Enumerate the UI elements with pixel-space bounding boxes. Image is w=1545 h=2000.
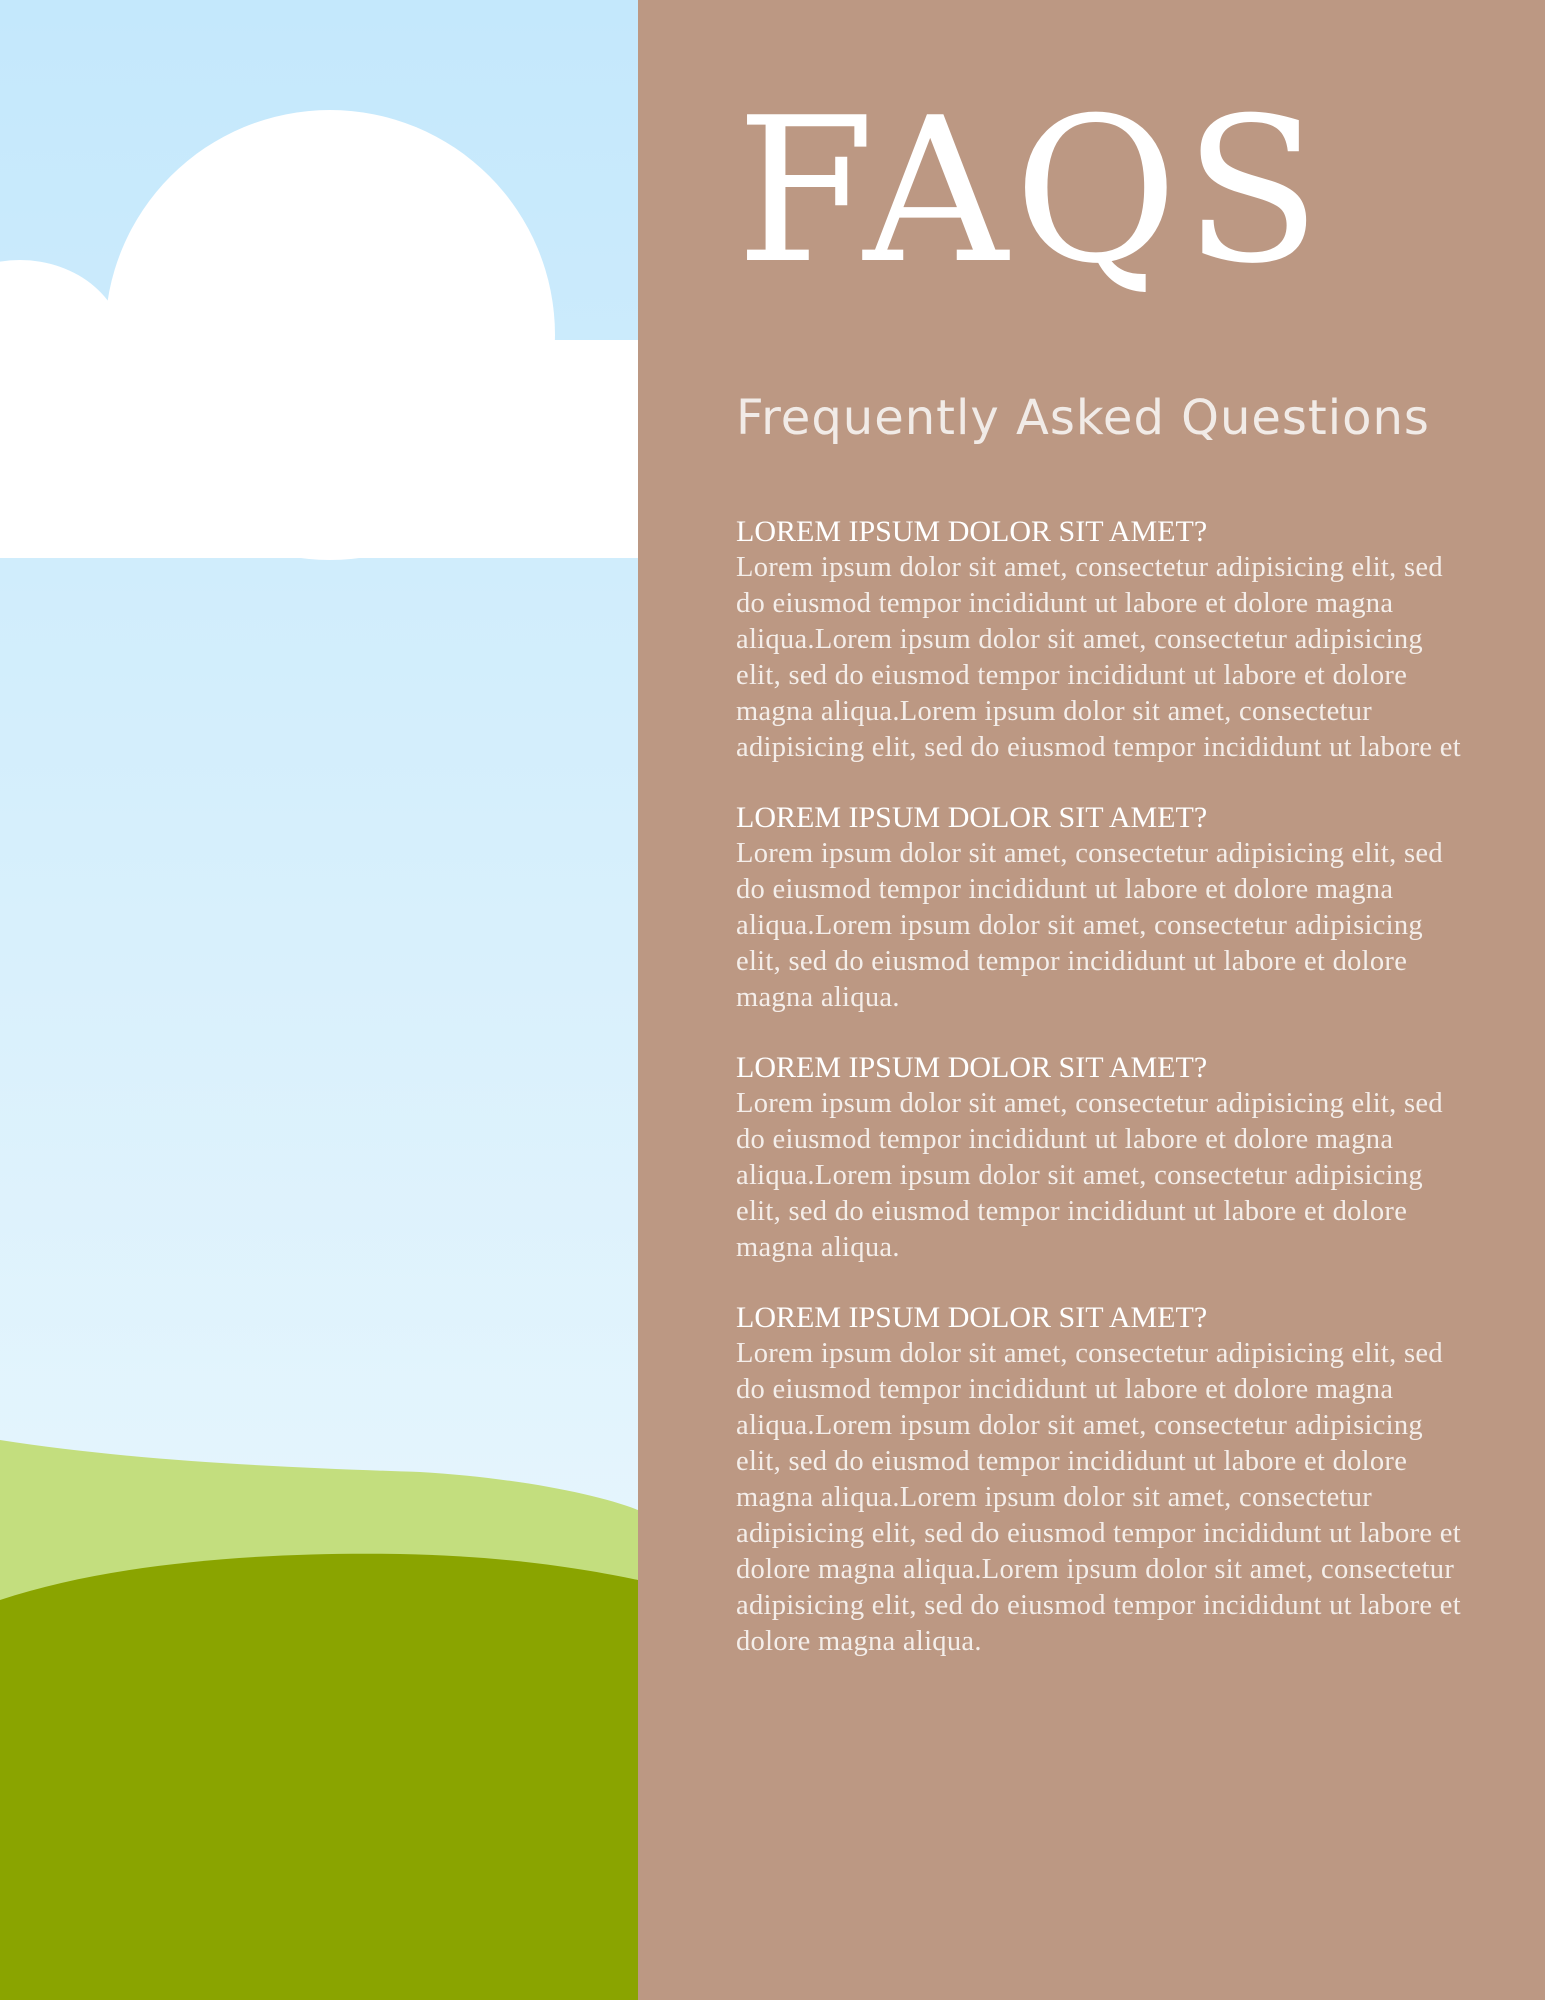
faq-item bbox=[736, 1050, 1466, 1266]
faq-question: LOREM IPSUM DOLOR SIT AMET? bbox=[736, 801, 1208, 834]
faq-answer: Lorem ipsum dolor sit amet, consectetur adipisicing elit, sed do eiusmod tempor incididunt ut labore et dolore magna aliqua.Lorem ipsum dolor sit amet, consectetur adipisicing elit, sed do eiusmod tempor incididunt ut labore et dolore magna aliqua. bbox=[736, 838, 1443, 1013]
page-subtitle: Frequently Asked Questions bbox=[736, 390, 1430, 446]
faq-question: LOREM IPSUM DOLOR SIT AMET? bbox=[736, 1051, 1208, 1084]
faq-answer: Lorem ipsum dolor sit amet, consectetur adipisicing elit, sed do eiusmod tempor incididunt ut labore et dolore magna aliqua.Lorem ipsum dolor sit amet, consectetur adipisicing elit, sed do eiusmod tempor incididunt ut labore et dolore magna aliqua.Lorem ipsum dolor sit amet, consectetur adipisicing elit, sed do eiusmod tempor incididunt ut labore et dolore magna aliqua.Lorem ipsum dolor sit amet, consectetur adipisicing elit, sed do eiusmod tempor incididunt ut labore et dolore magna aliqua. bbox=[736, 1338, 1461, 1657]
landscape-svg bbox=[0, 0, 638, 2000]
faq-panel bbox=[638, 0, 1545, 2000]
faq-answer: Lorem ipsum dolor sit amet, consectetur adipisicing elit, sed do eiusmod tempor incididunt ut labore et dolore magna aliqua.Lorem ipsum dolor sit amet, consectetur adipisicing elit, sed do eiusmod tempor incididunt ut labore et dolore magna aliqua.Lorem ipsum dolor sit amet, consectetur adipisicing elit, sed do eiusmod tempor incididunt ut labore et bbox=[736, 552, 1461, 763]
faq-question: LOREM IPSUM DOLOR SIT AMET? bbox=[736, 1301, 1208, 1334]
faq-item bbox=[736, 800, 1466, 1016]
faq-list bbox=[736, 514, 1466, 1694]
hill-dark bbox=[0, 1554, 638, 2000]
faq-answer: Lorem ipsum dolor sit amet, consectetur adipisicing elit, sed do eiusmod tempor incididunt ut labore et dolore magna aliqua.Lorem ipsum dolor sit amet, consectetur adipisicing elit, sed do eiusmod tempor incididunt ut labore et dolore magna aliqua. bbox=[736, 1088, 1443, 1263]
faq-question: LOREM IPSUM DOLOR SIT AMET? bbox=[736, 515, 1208, 548]
faq-item bbox=[736, 514, 1466, 766]
faq-item bbox=[736, 1300, 1466, 1660]
landscape-illustration bbox=[0, 0, 638, 2000]
page-title: FAQS bbox=[736, 75, 1327, 308]
